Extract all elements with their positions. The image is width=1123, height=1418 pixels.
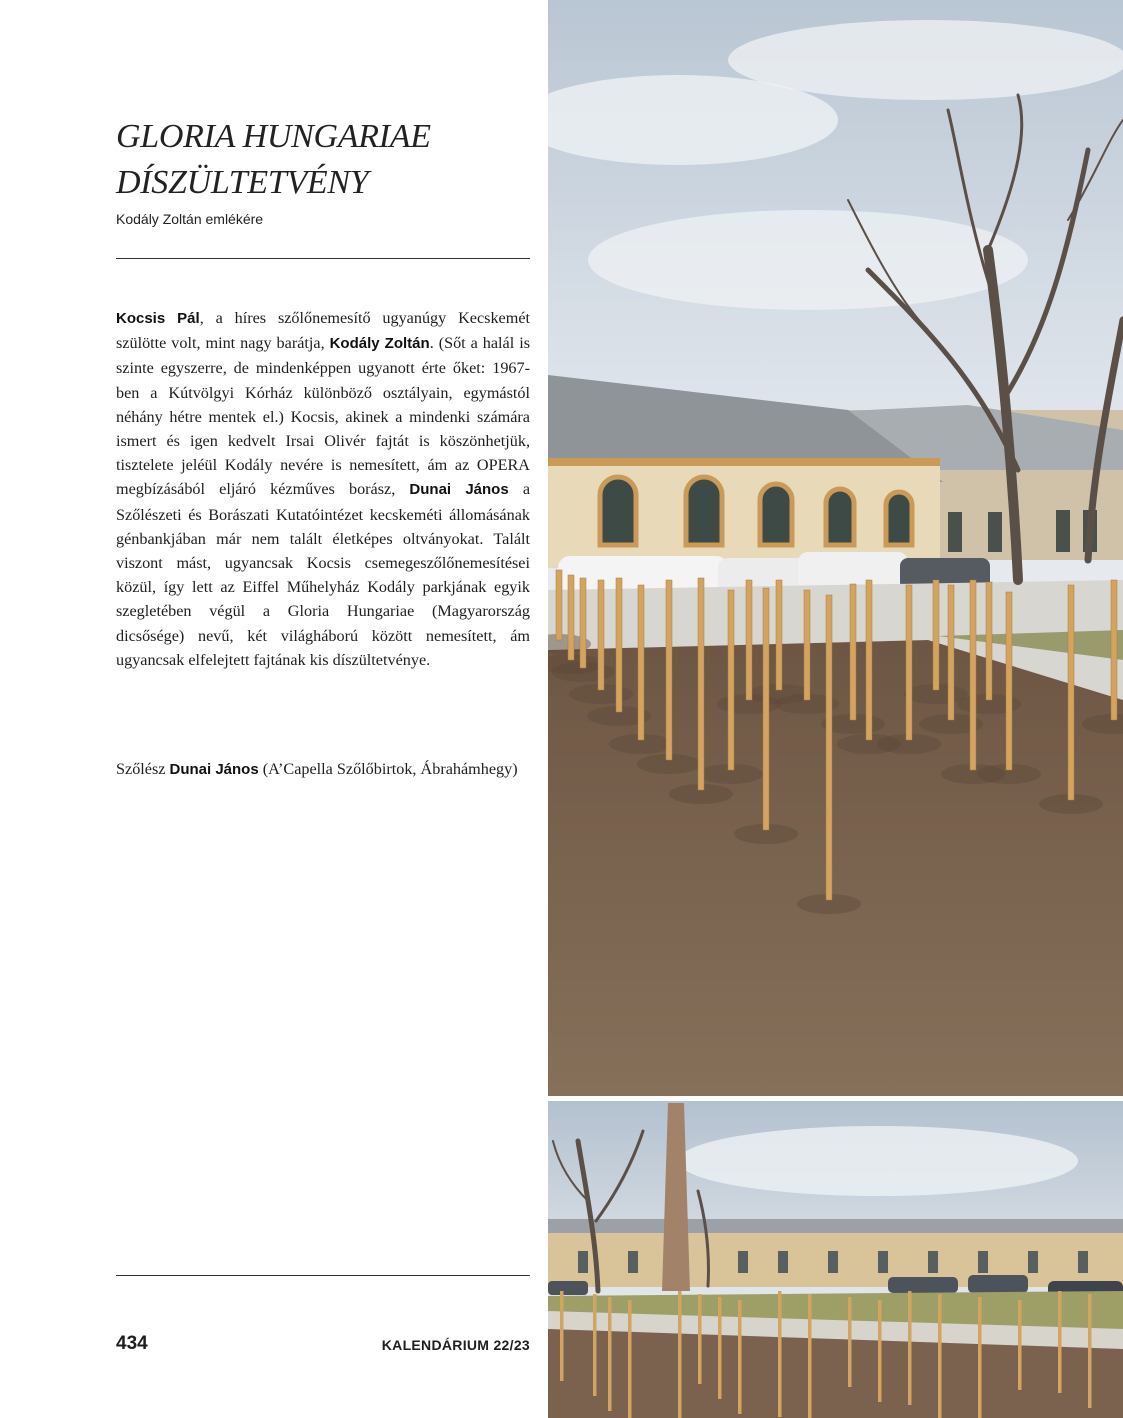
article-title xyxy=(116,114,536,206)
body-run: Dunai János xyxy=(409,481,509,499)
vineyard-photo-secondary xyxy=(548,1101,1123,1418)
body-run: , a híres szőlőnemesítő ugyanúgy Kecskemét szülötte volt, mint nagy barátja, xyxy=(116,309,531,353)
page-number: 434 xyxy=(116,1333,148,1354)
credit-run: (A’Capella Szőlőbirtok, Ábrahámhegy) xyxy=(258,760,518,778)
article-subtitle: Kodály Zoltán emlékére xyxy=(116,211,264,227)
body-run: Kocsis Pál xyxy=(116,310,200,327)
bottom-divider xyxy=(116,1275,530,1276)
vineyard-photo-main-image xyxy=(548,0,1123,1096)
body-run: Kodály Zoltán xyxy=(329,335,430,353)
credit-run: Szőlész xyxy=(116,760,170,778)
credit-run: Dunai János xyxy=(169,761,259,778)
running-head: KALENDÁRIUM 22/23 xyxy=(381,1337,530,1353)
title-line-2: DÍSZÜLTETVÉNY xyxy=(116,164,369,201)
body-run: a Szőlészeti és Borászati Kutatóintézet kecskeméti állomásának génbankjában már nem talált életképes oltványokat. Talált viszont mást, ugyancsak Kocsis csemegeszőlőnemesítései közül, így lett az Eiffel Műhelyház Kodály parkjának egyik szegletében végül a Gloria Hungariae (Magyarország dicsősége) nevű, két világháború között nemesített, ám ugyancsak elfelejtett fajtának kis díszültetvénye. xyxy=(116,480,531,669)
title-line-1: GLORIA HUNGARIAE xyxy=(116,118,431,155)
article-body xyxy=(116,306,530,672)
body-run: . (Sőt a halál is szinte egyszerre, de mindenképpen ugyanott érte őket: 1967-ben a Kútvölgyi Kórház különböző osztályain, egymástól néhány hétre mentek el.) Kocsis, akinek a mindenki számára ismert és igen kedvelt Irsai Olivér fajtát is köszönhetjük, tisztelete jeléül Kodály nevére is nemesített, ám az OPERA megbízásából eljáró kézműves borász, xyxy=(116,334,530,499)
vineyard-photo-secondary-image xyxy=(548,1101,1123,1418)
vineyard-photo-main xyxy=(548,0,1123,1096)
photo-credit xyxy=(116,757,530,782)
top-divider xyxy=(116,258,530,259)
